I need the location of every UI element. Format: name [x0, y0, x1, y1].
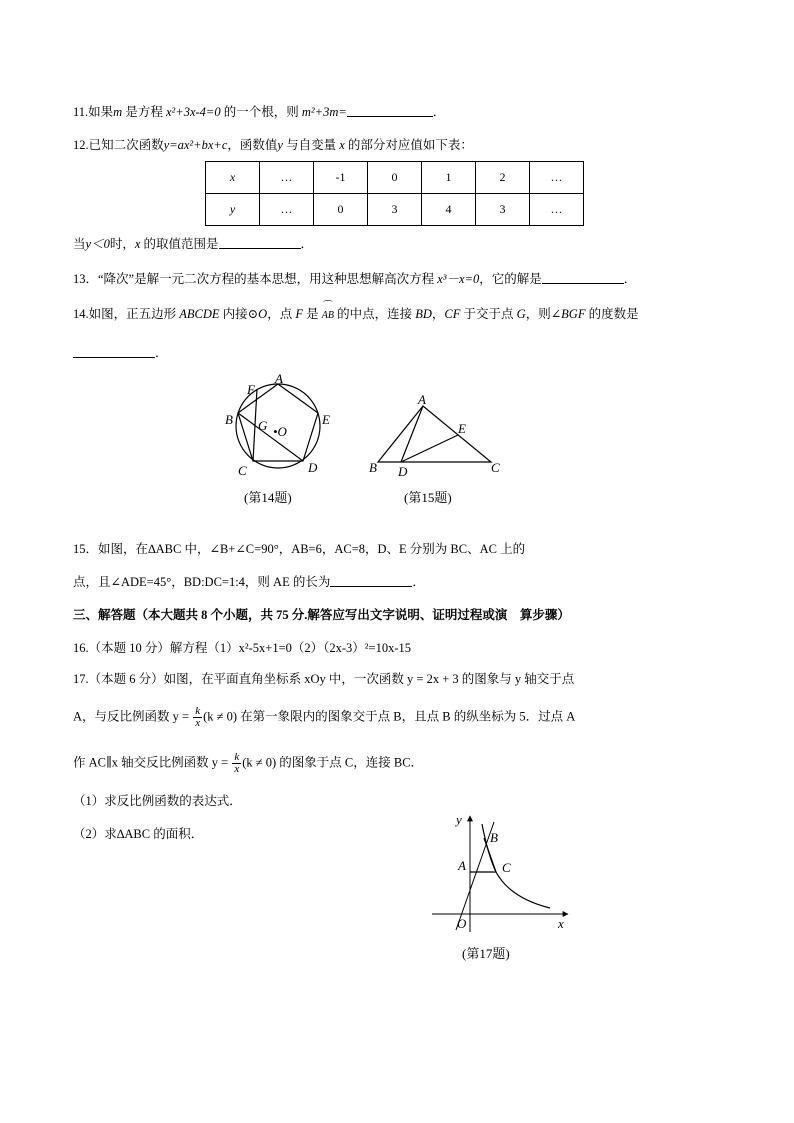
label-o: •O [273, 424, 287, 439]
table-cell: 2 [476, 162, 530, 194]
q17-text-4: (k ≠ 0) 的图象于点 C，连接 BC． [242, 755, 424, 770]
question-15-line-2 [73, 574, 425, 590]
q13-end: ． [623, 272, 637, 286]
section-heading: 三、解答题（本大题共 8 个小题，共 75 分.解答应写出文字说明、证明过程或演 算步骤） [73, 608, 570, 622]
q12-ask-x: x [134, 237, 141, 251]
q14-arc-label: AB [321, 310, 334, 321]
triangle-abc [378, 406, 491, 462]
q14-text: 14.如图，正五边形 [73, 307, 180, 321]
q11-variable-m: m [113, 105, 123, 119]
table-cell: y [206, 194, 260, 226]
table-cell: 3 [476, 194, 530, 226]
q12-ask-text: 当 [73, 237, 86, 251]
question-12 [73, 137, 473, 153]
label-a: A [418, 392, 426, 407]
q14-segment-cf: CF [444, 307, 461, 321]
q13-text-2: ，它的解是 [479, 272, 542, 286]
fraction-denominator: x [234, 763, 240, 775]
q14-text-3: ，点 [267, 307, 296, 321]
q11-equation: x²+3x-4=0 [165, 105, 221, 119]
segment-bd [238, 413, 303, 461]
answer-blank[interactable] [219, 236, 301, 249]
q12-condition: y＜0 [85, 237, 110, 251]
q11-prefix: 11.如果 [73, 105, 114, 119]
q14-segment-bd: BD [415, 307, 432, 321]
q11-expression: m²+3m= [301, 105, 347, 119]
table-cell: 4 [422, 194, 476, 226]
question-17-part-1: （1）求反比例函数的表达式． [73, 794, 242, 808]
q12-variable-y: y [277, 138, 283, 152]
q14-text-5: 的中点，连接 [333, 307, 416, 321]
label-a: A [458, 858, 466, 873]
q14-text-7: ，则∠ [525, 307, 562, 321]
fraction-numerator: k [195, 705, 201, 717]
table-row-y [206, 194, 584, 226]
label-g: G [258, 418, 268, 433]
q12-variable-x: x [339, 138, 345, 152]
q12-text-4: 的部分对应值如下表： [344, 138, 473, 152]
question-12-ask [73, 236, 313, 252]
table-row-x [206, 162, 584, 194]
figure-14 [222, 370, 352, 480]
label-y: y [456, 812, 462, 827]
label-f: F [247, 382, 255, 397]
label-x: x [558, 916, 564, 931]
fraction-k-over-x [232, 752, 241, 775]
question-13 [73, 271, 636, 287]
question-15-line-1: 15．如图，在∆ABC 中，∠B+∠C=90°，AB=6，AC=8，D、E 分别为 BC、AC 上的 [73, 542, 526, 556]
table-cell: x [206, 162, 260, 194]
table-cell: 0 [368, 162, 422, 194]
fraction-denominator: x [195, 717, 201, 729]
q14-text-8: 的度数是 [585, 307, 639, 321]
fraction-k-over-x [193, 706, 202, 729]
answer-blank[interactable] [542, 271, 624, 284]
label-b: B [369, 460, 377, 475]
question-14 [73, 301, 639, 324]
q14-angle: BGF [561, 307, 586, 321]
label-e: E [458, 421, 466, 436]
label-e: E [322, 412, 330, 427]
question-11 [73, 104, 445, 120]
value-table [205, 161, 584, 226]
table-cell: … [530, 162, 584, 194]
table-cell: … [260, 162, 314, 194]
q12-ask-text-2: 时， [109, 237, 135, 251]
arc-symbol: ⌒ AB [321, 301, 334, 321]
question-17-part-2: （2）求∆ABC 的面积． [73, 827, 204, 841]
q12-end: ． [300, 237, 314, 251]
q12-function: y=ax²+bx+c [163, 138, 228, 152]
table-cell: … [260, 194, 314, 226]
figure-17 [428, 810, 578, 935]
label-c: C [491, 460, 500, 475]
q17-text-2: (k ≠ 0) 在第一象限内的图象交于点 B，且点 B 的纵坐标为 5．过点 A [203, 709, 576, 724]
figure-15 [366, 390, 506, 480]
q11-end: ． [432, 105, 446, 119]
table-cell: … [530, 194, 584, 226]
question-17-line-3 [73, 752, 423, 775]
q14-comma: ， [431, 307, 445, 321]
q12-text: 12.已知二次函数 [73, 138, 164, 152]
question-17-line-2 [73, 706, 575, 729]
q17-text: A，与反比例函数 y = [73, 709, 193, 724]
q14-text-6: 于交于点 [460, 307, 517, 321]
q11-text-2: 的一个根，则 [220, 105, 302, 119]
table-cell: 0 [314, 194, 368, 226]
label-a: A [275, 371, 283, 386]
q14-point-g: G [516, 307, 526, 321]
answer-blank[interactable] [330, 574, 412, 587]
label-o: O [457, 916, 467, 931]
question-17-line-1: 17.（本题 6 分）如图，在平面直角坐标系 xOy 中，一次函数 y = 2x + 3 的图象与 y 轴交于点 [73, 672, 575, 686]
answer-blank[interactable] [347, 104, 433, 117]
q12-ask-text-3: 的取值范围是 [140, 237, 219, 251]
label-d: D [398, 464, 408, 479]
figure-15-caption: (第15题) [404, 490, 452, 505]
q14-end: ． [155, 346, 168, 360]
label-b: B [490, 830, 498, 845]
q14-polygon: ABCDE [179, 307, 220, 321]
table-cell: 1 [422, 162, 476, 194]
question-14-blank [73, 345, 168, 361]
q14-text-2: 内接⊙ [219, 307, 259, 321]
label-c: C [238, 463, 247, 478]
q15-end: ． [412, 575, 425, 589]
q14-circle-o: O [258, 307, 268, 321]
fraction-numerator: k [234, 751, 240, 763]
q14-text-4: 是 [302, 307, 322, 321]
answer-blank[interactable] [73, 345, 155, 358]
q12-text-2: ，函数值 [227, 138, 278, 152]
question-16: 16.（本题 10 分）解方程（1）x²-5x+1=0（2）（2x-3）²=10x-15 [73, 641, 412, 655]
q15-text: 点，且∠ADE=45°，BD:DC=1:4，则 AE 的长为 [73, 575, 331, 589]
table-cell: 3 [368, 194, 422, 226]
label-d: D [308, 460, 318, 475]
q12-text-3: 与自变量 [282, 138, 340, 152]
q13-text: 13．“降次”是解一元二次方程的基本思想，用这种思想解高次方程 [73, 272, 438, 286]
q11-text: 是方程 [122, 105, 166, 119]
table-cell: -1 [314, 162, 368, 194]
q17-text-3: 作 AC∥x 轴交反比例函数 y = [73, 755, 232, 770]
q14-point-f: F [295, 307, 303, 321]
label-c: C [502, 860, 511, 875]
figure-14-caption: (第14题) [244, 490, 292, 505]
label-b: B [225, 412, 233, 427]
q13-equation: x³－x=0 [437, 272, 480, 286]
figure-17-caption: (第17题) [462, 946, 510, 961]
